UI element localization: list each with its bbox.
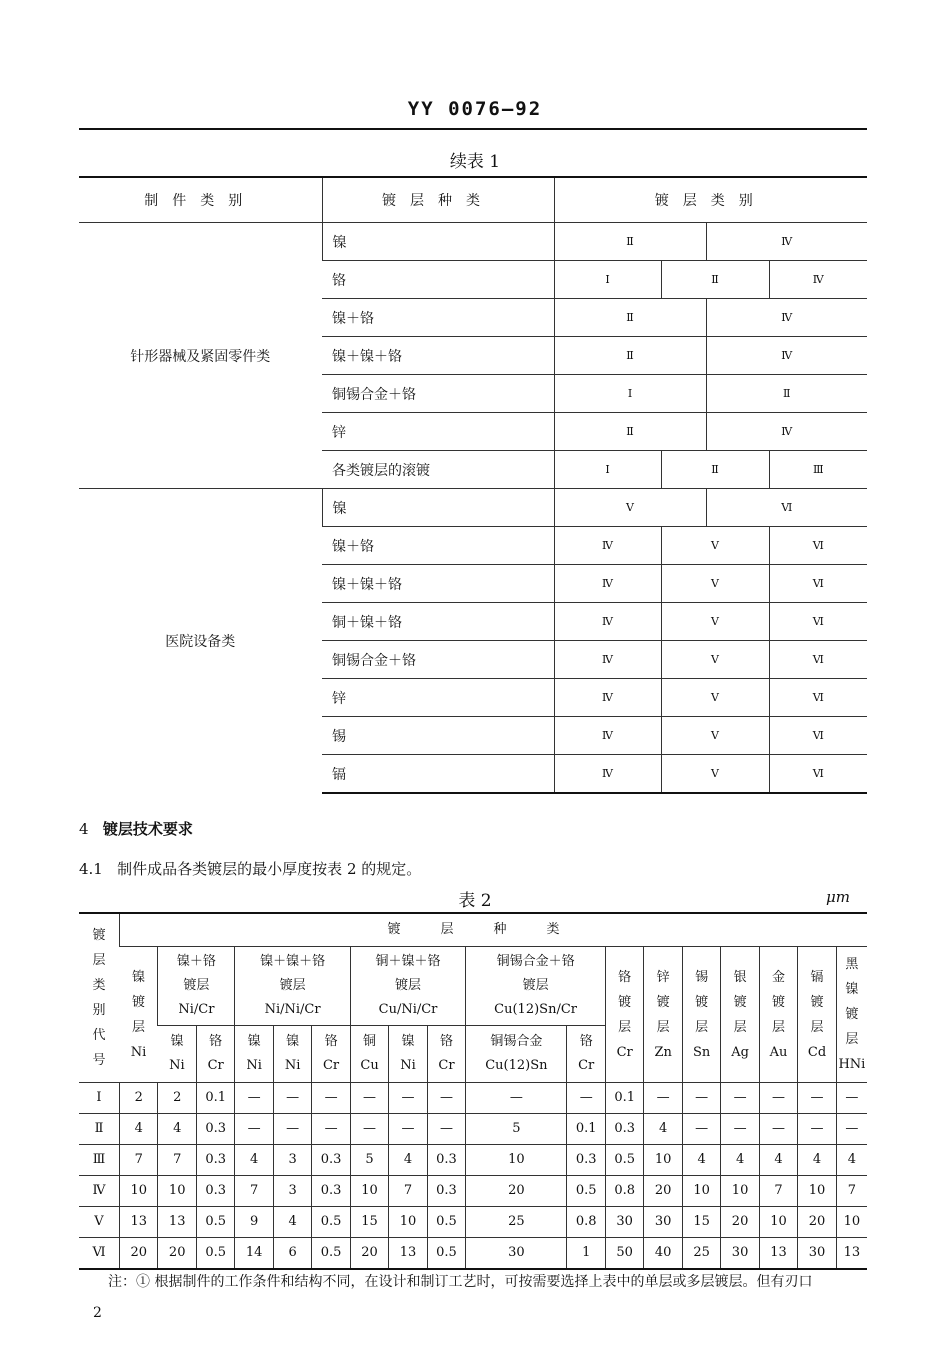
table2-thickness-cell: — — [389, 1083, 427, 1114]
table1-coating-cell: 镍 — [322, 223, 554, 261]
table2-thickness-cell: 0.3 — [312, 1176, 350, 1207]
table1-coating-cell: 铜＋镍＋铬 — [322, 603, 554, 641]
table2-thickness-cell: — — [836, 1114, 867, 1145]
table1-class-cell: Ⅳ — [706, 223, 867, 261]
table2-thickness-cell: 0.5 — [312, 1207, 350, 1238]
table2-subcolumn-header: 镍 Ni — [273, 1026, 311, 1083]
table2-thickness-cell: 2 — [120, 1083, 158, 1114]
header-rule — [79, 128, 867, 130]
table1-header-row — [79, 177, 867, 223]
table2-thickness-cell: — — [427, 1083, 465, 1114]
table2-thickness-cell: 2 — [158, 1083, 196, 1114]
table1-class-cell: Ⅵ — [769, 755, 867, 794]
table2-single-coating-header: 锌 镀 层 Zn — [644, 947, 682, 1083]
table1 — [79, 176, 867, 794]
table2-thickness-cell: 13 — [120, 1207, 158, 1238]
table2-thickness-cell: — — [798, 1114, 836, 1145]
table2-thickness-cell: 0.1 — [196, 1083, 234, 1114]
table2-single-coating-header: 铬 镀 层 Cr — [605, 947, 643, 1083]
table2-subcolumn-header: 铬 Cr — [427, 1026, 465, 1083]
table1-class-cell: Ⅵ — [769, 527, 867, 565]
table1-class-cell: Ⅱ — [554, 337, 706, 375]
table2-thickness-cell: 20 — [350, 1238, 388, 1270]
table2-single-coating-header: 黑 镍 镀 层 HNi — [836, 947, 867, 1083]
table2-thickness-cell: 4 — [682, 1145, 720, 1176]
table2-header-row — [79, 913, 867, 947]
table2-thickness-cell: 13 — [158, 1207, 196, 1238]
table1-class-cell: Ⅱ — [661, 261, 769, 299]
table1-class-cell: Ⅳ — [554, 565, 661, 603]
table2-thickness-cell: — — [721, 1114, 759, 1145]
table2-thickness-cell: 3 — [273, 1176, 311, 1207]
table2-thickness-cell: 10 — [466, 1145, 567, 1176]
table2-thickness-cell: 0.1 — [567, 1114, 605, 1145]
table2-thickness-cell: 0.3 — [605, 1114, 643, 1145]
table2-group-header: 镍＋铬 镀层 Ni/Cr — [158, 947, 235, 1026]
table2-thickness-cell: 0.5 — [427, 1238, 465, 1270]
table2-thickness-cell: 7 — [389, 1176, 427, 1207]
table2-thickness-cell: 0.5 — [605, 1145, 643, 1176]
table1-class-cell: Ⅳ — [554, 717, 661, 755]
table2-thickness-cell: 20 — [158, 1238, 196, 1270]
table2-thickness-cell: 4 — [120, 1114, 158, 1145]
table1-class-cell: Ⅰ — [554, 451, 661, 489]
table2-thickness-cell: 30 — [466, 1238, 567, 1270]
table2-thickness-cell: 10 — [759, 1207, 797, 1238]
table2-thickness-cell: — — [235, 1083, 273, 1114]
table2-caption: 表 2 — [458, 891, 492, 911]
table2-thickness-cell: 7 — [120, 1145, 158, 1176]
table2-data-row — [79, 1114, 867, 1145]
table2-thickness-cell: 25 — [466, 1207, 567, 1238]
table2-thickness-cell: 30 — [721, 1238, 759, 1270]
table1-coating-cell: 锌 — [322, 413, 554, 451]
table1-coating-cell: 锌 — [322, 679, 554, 717]
table1-class-cell: Ⅳ — [554, 603, 661, 641]
table2-thickness-cell: 4 — [721, 1145, 759, 1176]
table2-thickness-cell: 6 — [273, 1238, 311, 1270]
document-code: YY 0076—92 — [407, 98, 543, 120]
table1-coating-cell: 铜锡合金＋铬 — [322, 641, 554, 679]
table2-thickness-cell: 3 — [273, 1145, 311, 1176]
table2-thickness-cell: — — [466, 1083, 567, 1114]
table2-thickness-cell: 10 — [644, 1145, 682, 1176]
table2-class-code: Ⅳ — [79, 1176, 120, 1207]
table2-single-coating-header: 镉 镀 层 Cd — [798, 947, 836, 1083]
table2-thickness-cell: 0.5 — [196, 1238, 234, 1270]
table2-thickness-cell: 15 — [350, 1207, 388, 1238]
table2-thickness-cell: — — [759, 1083, 797, 1114]
table2-thickness-cell: — — [644, 1083, 682, 1114]
table2-thickness-cell: 0.3 — [196, 1176, 234, 1207]
page-number: 2 — [93, 1305, 102, 1321]
table2-thickness-cell: 15 — [682, 1207, 720, 1238]
table2-thickness-cell: — — [836, 1083, 867, 1114]
table2-thickness-cell: 10 — [158, 1176, 196, 1207]
table2-thickness-cell: 20 — [798, 1207, 836, 1238]
table2-thickness-cell: 40 — [644, 1238, 682, 1270]
table1-header-cell: 制件类别 — [79, 177, 322, 223]
table2-thickness-cell: 30 — [644, 1207, 682, 1238]
table2-thickness-cell: 20 — [721, 1207, 759, 1238]
table2-thickness-cell: 0.3 — [427, 1176, 465, 1207]
table2-thickness-cell: — — [682, 1114, 720, 1145]
table2-thickness-cell: 7 — [235, 1176, 273, 1207]
table2-thickness-cell: 0.8 — [605, 1176, 643, 1207]
table1-coating-cell: 镍＋镍＋铬 — [322, 565, 554, 603]
table2-thickness-cell: 50 — [605, 1238, 643, 1270]
table2 — [79, 912, 867, 1270]
table1-coating-cell: 铜锡合金＋铬 — [322, 375, 554, 413]
table2-thickness-cell: 0.3 — [567, 1145, 605, 1176]
table2-thickness-cell: — — [273, 1114, 311, 1145]
table2-thickness-cell: 10 — [389, 1207, 427, 1238]
table2-single-coating-header: 银 镀 层 Ag — [721, 947, 759, 1083]
table2-main-header: 镀层种类 — [120, 913, 868, 947]
table2-thickness-cell: — — [427, 1114, 465, 1145]
table2-thickness-cell: — — [273, 1083, 311, 1114]
table2-data-row — [79, 1145, 867, 1176]
table2-thickness-cell: — — [312, 1083, 350, 1114]
table2-class-code: Ⅴ — [79, 1207, 120, 1238]
table2-single-coating-header: 锡 镀 层 Sn — [682, 947, 720, 1083]
table2-group-header: 铜＋镍＋铬 镀层 Cu/Ni/Cr — [350, 947, 465, 1026]
table2-subcolumn-header: 铬 Cr — [312, 1026, 350, 1083]
table2-thickness-cell: 10 — [798, 1176, 836, 1207]
table2-thickness-cell: — — [350, 1114, 388, 1145]
table2-single-coating-header: 镍 镀 层 Ni — [120, 947, 158, 1083]
table2-thickness-cell: — — [721, 1083, 759, 1114]
table2-thickness-cell: 25 — [682, 1238, 720, 1270]
table2-subcolumn-header: 镍 Ni — [158, 1026, 196, 1083]
table1-coating-cell: 锡 — [322, 717, 554, 755]
table2-thickness-cell: 10 — [682, 1176, 720, 1207]
table2-thickness-cell: 0.5 — [567, 1176, 605, 1207]
table2-subcolumn-header: 镍 Ni — [235, 1026, 273, 1083]
table2-thickness-cell: 10 — [120, 1176, 158, 1207]
table1-class-cell: Ⅱ — [554, 223, 706, 261]
table1-class-cell: Ⅵ — [769, 603, 867, 641]
table2-note: 注：① 根据制件的工作条件和结构不同，在设计和制订工艺时，可按需要选择上表中的单层或多层镀层。但有刃口 — [108, 1274, 813, 1290]
table1-class-cell: Ⅲ — [769, 451, 867, 489]
table2-thickness-cell: 7 — [759, 1176, 797, 1207]
table2-thickness-cell: 7 — [158, 1145, 196, 1176]
table1-class-cell: Ⅳ — [554, 527, 661, 565]
table1-class-cell: Ⅳ — [706, 299, 867, 337]
table1-coating-cell: 镍＋铬 — [322, 527, 554, 565]
table1-header-cell: 镀层种类 — [322, 177, 554, 223]
table2-data-row — [79, 1238, 867, 1270]
table2-thickness-cell: 4 — [235, 1145, 273, 1176]
table2-subcolumn-header: 铬 Cr — [567, 1026, 605, 1083]
table1-class-cell: Ⅱ — [554, 413, 706, 451]
table2-thickness-cell: 4 — [158, 1114, 196, 1145]
table2-unit: μm — [826, 888, 850, 906]
table2-thickness-cell: 4 — [836, 1145, 867, 1176]
table1-class-cell: Ⅵ — [706, 489, 867, 527]
table2-thickness-cell: 4 — [644, 1114, 682, 1145]
table2-thickness-cell: 30 — [605, 1207, 643, 1238]
table1-class-cell: Ⅳ — [706, 413, 867, 451]
table1-class-cell: Ⅵ — [769, 641, 867, 679]
table1-category-cell: 医院设备类 — [79, 489, 322, 794]
table2-thickness-cell: 7 — [836, 1176, 867, 1207]
table1-class-cell: Ⅵ — [769, 565, 867, 603]
table2-thickness-cell: 4 — [759, 1145, 797, 1176]
table2-thickness-cell: 30 — [798, 1238, 836, 1270]
table2-thickness-cell: 0.3 — [196, 1114, 234, 1145]
table2-thickness-cell: — — [759, 1114, 797, 1145]
table2-class-code: Ⅰ — [79, 1083, 120, 1114]
table2-thickness-cell: 0.8 — [567, 1207, 605, 1238]
table2-thickness-cell: 13 — [759, 1238, 797, 1270]
table1-header-cell: 镀层类别 — [554, 177, 867, 223]
table1-coating-cell: 铬 — [322, 261, 554, 299]
table2-thickness-cell: 14 — [235, 1238, 273, 1270]
table1-coating-cell: 镍＋铬 — [322, 299, 554, 337]
table1-row — [79, 223, 867, 261]
table1-class-cell: Ⅵ — [769, 717, 867, 755]
table2-subcolumn-header: 铜 Cu — [350, 1026, 388, 1083]
table1-class-cell: Ⅴ — [661, 641, 769, 679]
table2-thickness-cell: 0.3 — [312, 1145, 350, 1176]
table2-thickness-cell: 4 — [389, 1145, 427, 1176]
table2-class-code: Ⅵ — [79, 1238, 120, 1270]
table2-subcolumn-header: 铬 Cr — [196, 1026, 234, 1083]
table2-thickness-cell: — — [350, 1083, 388, 1114]
table1-class-cell: Ⅱ — [706, 375, 867, 413]
table1-class-cell: Ⅱ — [661, 451, 769, 489]
table2-thickness-cell: 4 — [273, 1207, 311, 1238]
table1-class-cell: Ⅰ — [554, 375, 706, 413]
table2-thickness-cell: — — [312, 1114, 350, 1145]
table2-data-row — [79, 1207, 867, 1238]
table2-thickness-cell: 5 — [350, 1145, 388, 1176]
table2-header-row — [79, 947, 867, 1026]
table2-thickness-cell: 0.5 — [312, 1238, 350, 1270]
table2-thickness-cell: — — [235, 1114, 273, 1145]
table2-thickness-cell: 13 — [836, 1238, 867, 1270]
table2-thickness-cell: 0.1 — [605, 1083, 643, 1114]
table2-thickness-cell: — — [567, 1083, 605, 1114]
table2-corner-header: 镀 层 类 别 代 号 — [79, 913, 120, 1083]
table2-thickness-cell: 4 — [798, 1145, 836, 1176]
table2-thickness-cell: 1 — [567, 1238, 605, 1270]
table2-thickness-cell: 10 — [836, 1207, 867, 1238]
table2-single-coating-header: 金 镀 层 Au — [759, 947, 797, 1083]
table2-thickness-cell: 20 — [466, 1176, 567, 1207]
table1-coating-cell: 镍 — [322, 489, 554, 527]
table2-thickness-cell: 0.5 — [427, 1207, 465, 1238]
table1-class-cell: Ⅳ — [554, 641, 661, 679]
table2-thickness-cell: 20 — [120, 1238, 158, 1270]
table2-thickness-cell: 10 — [350, 1176, 388, 1207]
table1-class-cell: Ⅴ — [661, 717, 769, 755]
table2-thickness-cell: — — [682, 1083, 720, 1114]
table1-caption: 续表 1 — [449, 152, 501, 172]
table2-class-code: Ⅱ — [79, 1114, 120, 1145]
table1-class-cell: Ⅳ — [554, 755, 661, 794]
table1-class-cell: Ⅴ — [661, 755, 769, 794]
table2-thickness-cell: 10 — [721, 1176, 759, 1207]
table1-class-cell: Ⅴ — [554, 489, 706, 527]
table2-subcolumn-header: 铜锡合金 Cu(12)Sn — [466, 1026, 567, 1083]
table2-thickness-cell: — — [798, 1083, 836, 1114]
table2-thickness-cell: 0.3 — [196, 1145, 234, 1176]
table2-thickness-cell: 9 — [235, 1207, 273, 1238]
clause-4-1: 4.1 制件成品各类镀层的最小厚度按表 2 的规定。 — [79, 860, 422, 878]
table1-coating-cell: 镉 — [322, 755, 554, 794]
table2-class-code: Ⅲ — [79, 1145, 120, 1176]
table1-class-cell: Ⅴ — [661, 527, 769, 565]
table1-coating-cell: 各类镀层的滚镀 — [322, 451, 554, 489]
table2-data-row — [79, 1176, 867, 1207]
table2-thickness-cell: 5 — [466, 1114, 567, 1145]
table1-coating-cell: 镍＋镍＋铬 — [322, 337, 554, 375]
table2-subcolumn-header: 镍 Ni — [389, 1026, 427, 1083]
table2-data-row — [79, 1083, 867, 1114]
table1-class-cell: Ⅳ — [769, 261, 867, 299]
table1-class-cell: Ⅳ — [554, 679, 661, 717]
table2-thickness-cell: — — [389, 1114, 427, 1145]
table2-group-header: 镍＋镍＋铬 镀层 Ni/Ni/Cr — [235, 947, 350, 1026]
table2-group-header: 铜锡合金＋铬 镀层 Cu(12)Sn/Cr — [466, 947, 606, 1026]
table2-thickness-cell: 20 — [644, 1176, 682, 1207]
table2-thickness-cell: 0.3 — [427, 1145, 465, 1176]
table1-category-cell: 针形器械及紧固零件类 — [79, 223, 322, 489]
table1-class-cell: Ⅳ — [706, 337, 867, 375]
table2-thickness-cell: 0.5 — [196, 1207, 234, 1238]
table1-class-cell: Ⅴ — [661, 603, 769, 641]
table1-class-cell: Ⅰ — [554, 261, 661, 299]
table1-class-cell: Ⅴ — [661, 565, 769, 603]
table1-class-cell: Ⅵ — [769, 679, 867, 717]
table1-row — [79, 489, 867, 527]
section-4-heading: 4 镀层技术要求 — [79, 820, 193, 838]
table1-class-cell: Ⅴ — [661, 679, 769, 717]
table2-thickness-cell: 13 — [389, 1238, 427, 1270]
table1-class-cell: Ⅱ — [554, 299, 706, 337]
